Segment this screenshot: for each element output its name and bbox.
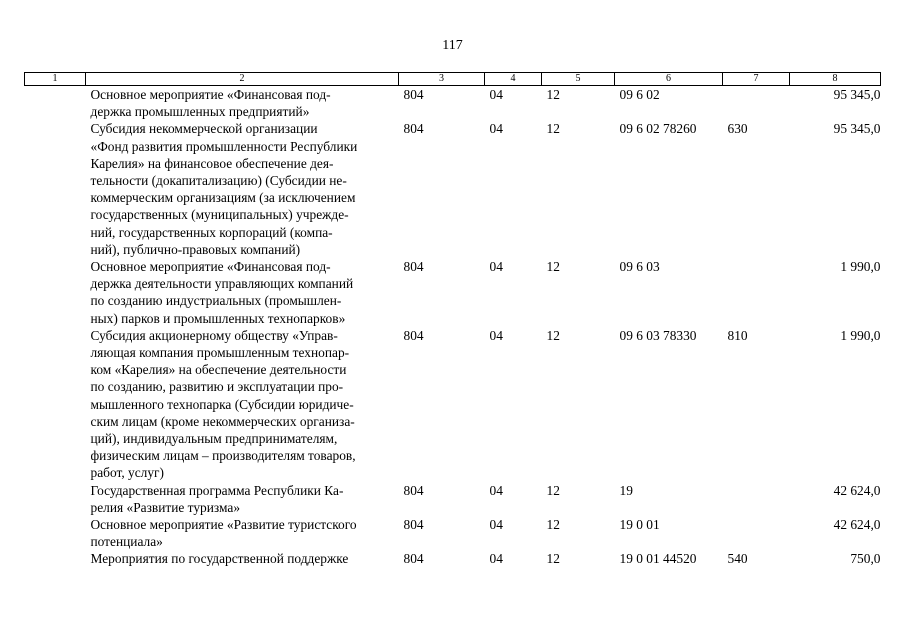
- target-article-cell: 19 0 01: [619, 517, 660, 533]
- row-number-cell: [25, 120, 86, 258]
- item-name-cell: [86, 482, 399, 516]
- ved-cell: 804: [403, 121, 424, 137]
- column-header: 2: [86, 73, 399, 86]
- expense-type-cell: [723, 258, 790, 327]
- section-cell: 04: [489, 482, 503, 498]
- column-header: 8: [790, 73, 881, 86]
- page-number: 117: [442, 38, 463, 53]
- item-name-line: ных) парков и промышленных технопарков»: [90, 310, 346, 326]
- ved-cell: 804: [403, 482, 424, 498]
- item-name-line: ций), индивидуальным предпринимателям,: [90, 431, 338, 447]
- ved-cell: 804: [403, 87, 424, 102]
- item-name-line: Основное мероприятие «Финансовая под-: [90, 259, 331, 275]
- table-row: [25, 86, 881, 121]
- item-name-line: Основное мероприятие «Финансовая под-: [90, 87, 331, 102]
- ved-cell: 804: [403, 327, 424, 343]
- expense-type-cell: [723, 516, 790, 550]
- column-header: 4: [485, 73, 542, 86]
- expense-type-cell: 540: [727, 551, 748, 567]
- subsection-cell: 12: [546, 327, 560, 343]
- item-name-line: коммерческим организациям (за исключением: [90, 190, 356, 206]
- target-article-cell: 19 0 01 44520: [619, 551, 697, 567]
- subsection-cell: 12: [546, 551, 560, 567]
- amount-cell: 1 990,0: [840, 327, 881, 343]
- item-name-line: Субсидия акционерному обществу «Управ-: [90, 327, 338, 343]
- item-name-line: ским лицам (кроме некоммерческих организа-: [90, 413, 355, 429]
- item-name-line: Карелия» на финансовое обеспечение дея-: [90, 155, 334, 171]
- row-number-cell: [25, 516, 86, 550]
- item-name-line: держка деятельности управляющих компаний: [90, 276, 354, 292]
- section-cell: 04: [489, 551, 503, 567]
- table-row: [25, 482, 881, 516]
- row-number-cell: [25, 327, 86, 482]
- item-name-line: Мероприятия по государственной поддержке: [90, 551, 349, 567]
- item-name-line: работ, услуг): [90, 465, 164, 481]
- expense-type-cell: [723, 86, 790, 121]
- item-name-line: Государственная программа Республики Ка-: [90, 482, 344, 498]
- table-row: [25, 516, 881, 550]
- subsection-cell: 12: [546, 259, 560, 275]
- item-name-line: Основное мероприятие «Развитие туристского: [90, 517, 357, 533]
- item-name-line: ком «Карелия» на обеспечение деятельности: [90, 362, 347, 378]
- column-header: 1: [25, 73, 86, 86]
- table-body: [25, 86, 881, 568]
- item-name-line: держка промышленных предприятий»: [90, 104, 310, 120]
- section-cell: 04: [489, 259, 503, 275]
- item-name-cell: [86, 120, 399, 258]
- item-name-cell: [86, 258, 399, 327]
- table-row: [25, 258, 881, 327]
- item-name-line: «Фонд развития промышленности Республики: [90, 138, 358, 154]
- column-number-row: [25, 73, 881, 86]
- amount-cell: 750,0: [850, 551, 881, 567]
- expense-type-cell: [723, 482, 790, 516]
- amount-cell: 42 624,0: [833, 482, 881, 498]
- table-row: [25, 550, 881, 567]
- ved-cell: 804: [403, 551, 424, 567]
- item-name-line: ний, государственных корпораций (компа-: [90, 224, 333, 240]
- column-header: 3: [399, 73, 485, 86]
- item-name-cell: [86, 550, 399, 567]
- budget-table: [24, 72, 881, 568]
- amount-cell: 42 624,0: [833, 517, 881, 533]
- table-row: [25, 120, 881, 258]
- row-number-cell: [25, 258, 86, 327]
- column-header: 7: [723, 73, 790, 86]
- item-name-line: потенциала»: [90, 534, 163, 550]
- item-name-line: государственных (муниципальных) учрежде-: [90, 207, 349, 223]
- section-cell: 04: [489, 87, 503, 102]
- subsection-cell: 12: [546, 482, 560, 498]
- item-name-cell: [86, 327, 399, 482]
- row-number-cell: [25, 482, 86, 516]
- item-name-cell: [86, 516, 399, 550]
- ved-cell: 804: [403, 517, 424, 533]
- item-name-line: тельности (докапитализацию) (Субсидии не-: [90, 173, 347, 189]
- target-article-cell: 09 6 02: [619, 87, 660, 102]
- item-name-line: ляющая компания промышленным технопар-: [90, 345, 350, 361]
- item-name-line: по созданию, развитию и эксплуатации про-: [90, 379, 344, 395]
- section-cell: 04: [489, 121, 503, 137]
- amount-cell: 1 990,0: [840, 259, 881, 275]
- target-article-cell: 19: [619, 482, 633, 498]
- item-name-line: Субсидия некоммерческой организации: [90, 121, 318, 137]
- column-header: 5: [542, 73, 615, 86]
- section-cell: 04: [489, 517, 503, 533]
- ved-cell: 804: [403, 259, 424, 275]
- item-name-line: ний), публично-правовых компаний): [90, 241, 301, 257]
- target-article-cell: 09 6 02 78260: [619, 121, 697, 137]
- table-row: [25, 327, 881, 482]
- subsection-cell: 12: [546, 517, 560, 533]
- row-number-cell: [25, 550, 86, 567]
- expense-type-cell: 810: [727, 327, 748, 343]
- amount-cell: 95 345,0: [833, 121, 881, 137]
- item-name-line: мышленного технопарка (Субсидии юридиче-: [90, 396, 354, 412]
- column-header: 6: [615, 73, 723, 86]
- section-cell: 04: [489, 327, 503, 343]
- item-name-line: физическим лицам – производителям товаров,: [90, 448, 356, 464]
- target-article-cell: 09 6 03 78330: [619, 327, 697, 343]
- expense-type-cell: 630: [727, 121, 748, 137]
- row-number-cell: [25, 86, 86, 121]
- item-name-line: релия «Развитие туризма»: [90, 499, 241, 515]
- subsection-cell: 12: [546, 121, 560, 137]
- item-name-line: по созданию индустриальных (промышлен-: [90, 293, 342, 309]
- amount-cell: 95 345,0: [833, 87, 881, 102]
- target-article-cell: 09 6 03: [619, 259, 660, 275]
- subsection-cell: 12: [546, 87, 560, 102]
- item-name-cell: [86, 86, 399, 121]
